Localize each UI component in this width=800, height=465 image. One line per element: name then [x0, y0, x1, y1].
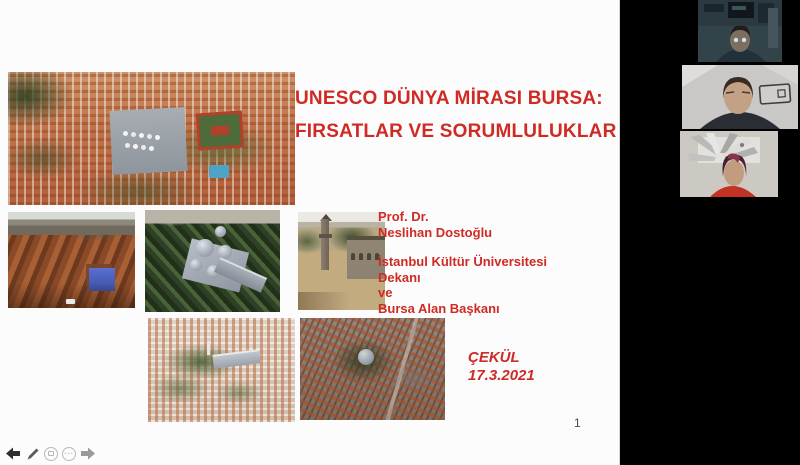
slide-title-line1: UNESCO DÜNYA MİRASI BURSA: — [295, 88, 603, 109]
mosque-dome-small-1 — [190, 259, 202, 271]
speaker-role-1: Dekanı — [378, 269, 421, 285]
khans-complex-shape — [110, 107, 188, 175]
mosque-dome-small-3 — [215, 226, 226, 237]
event-org: ÇEKÜL — [468, 349, 520, 366]
participants-sidebar — [621, 0, 800, 465]
minaret-small-shape — [207, 341, 210, 355]
participant-3-scene — [680, 131, 778, 197]
dome-shape — [358, 349, 374, 365]
speaker-role-2: Bursa Alan Başkanı — [378, 300, 500, 316]
mosque-roof-light-shape — [212, 349, 260, 368]
photo-village-rooftops — [8, 212, 135, 308]
minaret-balcony-shape — [319, 234, 332, 238]
pen-icon[interactable] — [25, 446, 40, 461]
participant-2-scene — [682, 65, 798, 129]
photo-mosque-complex-aerial — [145, 210, 280, 312]
road-shape — [382, 318, 420, 420]
slide-navigator-icon[interactable] — [44, 447, 58, 461]
previous-slide-arrow-icon[interactable] — [6, 446, 21, 461]
next-slide-arrow-icon[interactable] — [80, 446, 95, 461]
participant-video-2[interactable] — [682, 65, 798, 129]
dome-row-decoration — [123, 131, 128, 136]
slide-page-number: 1 — [574, 416, 581, 430]
slide-title — [295, 82, 625, 148]
more-options-glyph: ··· — [64, 448, 74, 458]
speaker-conjunction: ve — [378, 285, 393, 300]
slide-navigator-glyph — [48, 451, 54, 456]
mosque-dome-large — [196, 239, 214, 257]
participant-1-scene — [698, 0, 782, 62]
car-shape — [66, 299, 75, 304]
photo-cityscape-light — [148, 318, 295, 422]
arch-windows — [351, 253, 355, 260]
speaker-university: İstanbul Kültür Üniversitesi — [378, 254, 548, 269]
participant-video-1[interactable] — [698, 0, 782, 62]
courtyard-building-shape — [196, 110, 244, 150]
photo-minaret — [298, 212, 385, 310]
shadow-overlay — [8, 283, 135, 308]
pool-shape — [209, 165, 229, 178]
participant-video-3[interactable] — [680, 131, 778, 197]
event-footer — [468, 349, 535, 385]
speaker-name: Neslihan Dostoğlu — [378, 224, 493, 240]
photo-cityscape-dense — [300, 318, 445, 420]
presenter-toolbar — [6, 446, 95, 461]
ground-shadow — [298, 292, 350, 310]
slide-title-line2: FIRSATLAR VE SORUMLULUKLAR — [295, 121, 617, 142]
event-date: 17.3.2021 — [468, 367, 535, 384]
photo-bursa-aerial-panorama — [8, 72, 295, 205]
speaker-info — [378, 209, 547, 316]
more-options-icon[interactable] — [62, 447, 76, 461]
minaret-shaft-shape — [321, 219, 329, 270]
speaker-title: Prof. Dr. — [378, 209, 429, 224]
